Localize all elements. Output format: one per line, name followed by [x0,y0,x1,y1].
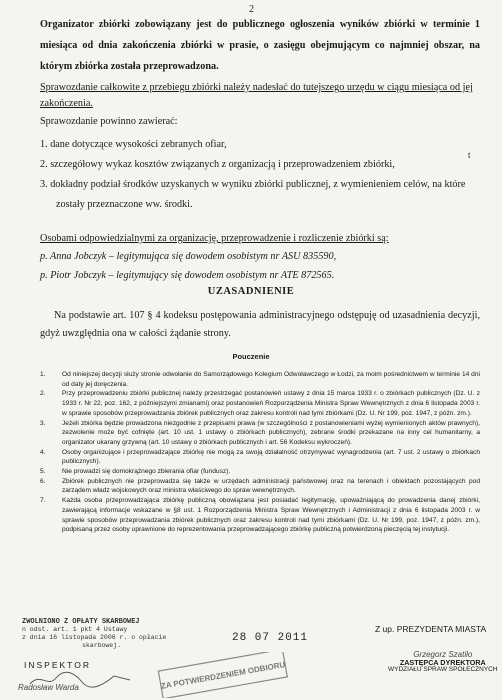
page-number: 2 [249,4,254,15]
instruction-item: 2. Przy przeprowadzeniu zbiórki publicznej należy przestrzegać postanowień ustawy z dnia 15 marca 1933 r. o zbiórkach publicznych (Dz. U. z 1933 r. Nr 22, poz. 162, z późniejszymi zmianami) oraz postanowień Rozporządzenia Ministra Spraw Wewnętrznych z dnia 6 listopada 2003 r. w sprawie sposobów przeprowadzania zbiórek publicznych oraz zakresu kontroli nad tymi zbiórkami (Dz. U. Nr 199, poz. 1947, z późn. zm.). [40,390,480,417]
responsible-person: p. Piotr Jobczyk – legitymujący się dowodem osobistym nr ATE 872565. [40,270,335,281]
instruction-item: 4. Osoby organizujące i przeprowadzające zbiórkę nie mogą za swoją działalność otrzymywać wynagrodzenia (art. 7 ust. 2 ustawy o zbiórkach publicznych). [40,448,480,466]
responsible-persons-intro: Osobami odpowiedzialnymi za organizację, przeprowadzenie i rozliczenie zbiórki są: [40,233,389,244]
signatory-department: WYDZIAŁU SPRAW SPOŁECZNYCH [388,666,498,673]
instruction-item: 5. Nie prowadzi się domokrążnego zbierania ofiar (fundusz). [40,468,231,476]
signatory-prefix: Z up. PREZYDENTA MIASTA [375,624,487,634]
responsible-person: p. Anna Jobczyk – legitymująca się dowodem osobistym nr ASU 835590, [40,251,337,262]
report-items-list [40,135,480,215]
report-item: 3. dokładny podział środków uzyskanych w wyniku zbiórki publicznej, z wymienieniem celów, na które zostały przeznaczone ww. środki. [40,179,466,210]
instruction-item: 6. Zbiórek publicznych nie przeprowadza się także w urzędach administracji państwowej oraz na terenach i obiektach pozostających pod zarządem władz wojskowych oraz ministra właściwego do spraw wewnętrznych. [40,477,480,495]
fee-exemption-stamp: ZWOLNIONO Z OPŁATY SKARBOWEJ n odst. art. 1 pkt 4 Ustawy z dnia 16 listopada 2006 r. o opłacie skarbowej. [22,618,167,649]
svg-text:ZA POTWIERDZENIEM ODBIORU: ZA POTWIERDZENIEM ODBIORU [160,660,286,691]
report-item: 2. szczegółowy wykaz kosztów związanych z organizacją i przeprowadzeniem zbiórki, [40,159,395,170]
instruction-item: 3. Jeżeli zbiórka będzie prowadzona niezgodnie z przepisami prawa (w szczególności z postanowieniami wyżej wymienionych aktów prawnych), zezwolenie może być cofnięte (art. 10 ust. 1 ustawy o zbiórkach publicznych), zebrane środki przekazane na inny cel humanitarny, a organizator ukarany grzywną (art. 10 ustawy o zbiórkach publicznych i art. 56 Kodeksu wykroczeń). [40,419,480,446]
margin-mark: t [468,150,471,160]
publication-obligation-paragraph: Organizator zbiórki zobowiązany jest do publicznego ogłoszenia wyników zbiórki w terminie 1 miesiąca od dnia zakończenia zbiórki w prasie, o zasięgu obejmującym co najmniej obszar, na którym zbiórka została przeprowadzona. [40,19,480,72]
instructions-heading: Pouczenie [232,352,270,361]
report-item: 1. dane dotyczące wysokości zebranych ofiar, [40,139,227,150]
report-contents-intro: Sprawozdanie powinno zawierać: [40,116,178,127]
date-stamp: 28 07 2011 [232,632,309,644]
report-deadline-paragraph: Sprawozdanie całkowite z przebiegu zbiórki należy nadesłać do tutejszego urzędu w ciągu miesiąca od jej zakończenia. [40,82,473,109]
signatory-name: Grzegorz Szatilo [413,650,473,659]
justification-paragraph: Na podstawie art. 107 § 4 kodeksu postępowania administracyjnego odstępuję od uzasadnienia decyzji, gdyż uwzględnia ona w całości żądanie strony. [40,310,480,339]
signatory-stamp [388,651,498,674]
instruction-item: 1. Od niniejszej decyzji służy stronie odwołanie do Samorządowego Kolegium Odwoławczego w Łodzi, za moim pośrednictwem w terminie 14 dni od daty jej doręczenia. [40,371,480,388]
signatory-role: ZASTĘPCA DYREKTORA [399,657,486,667]
justification-heading: UZASADNIENIE [207,286,295,297]
delivery-confirmation-stamp [148,652,298,698]
inspector-name: Radosław Warda [18,683,79,692]
inspector-title: INSPEKTOR [24,660,91,670]
instruction-item: 7. Każda osoba przeprowadzająca zbiórkę publiczną obowiązana jest posiadać legitymację, upoważniającą do prowadzenia danej zbiórki, zawierającą informacje wskazane w §8 ust. 1 Rozporządzenia Ministra Spraw Wewnętrznych i Administracji z dnia 6 listopada 2003 r. w sprawie sposobów przeprowadzania zbiórek publicznych oraz zakresu kontroli nad tymi zbiórkami (Dz. U. Nr 199, poz. 1947, z późn. zm.), podpisaną przez osoby uprawnione do reprezentowania przeprowadzającego zbiórkę publiczną potwierdzoną pieczęcią tej instytucji. [40,497,480,534]
instructions-list [40,370,480,535]
